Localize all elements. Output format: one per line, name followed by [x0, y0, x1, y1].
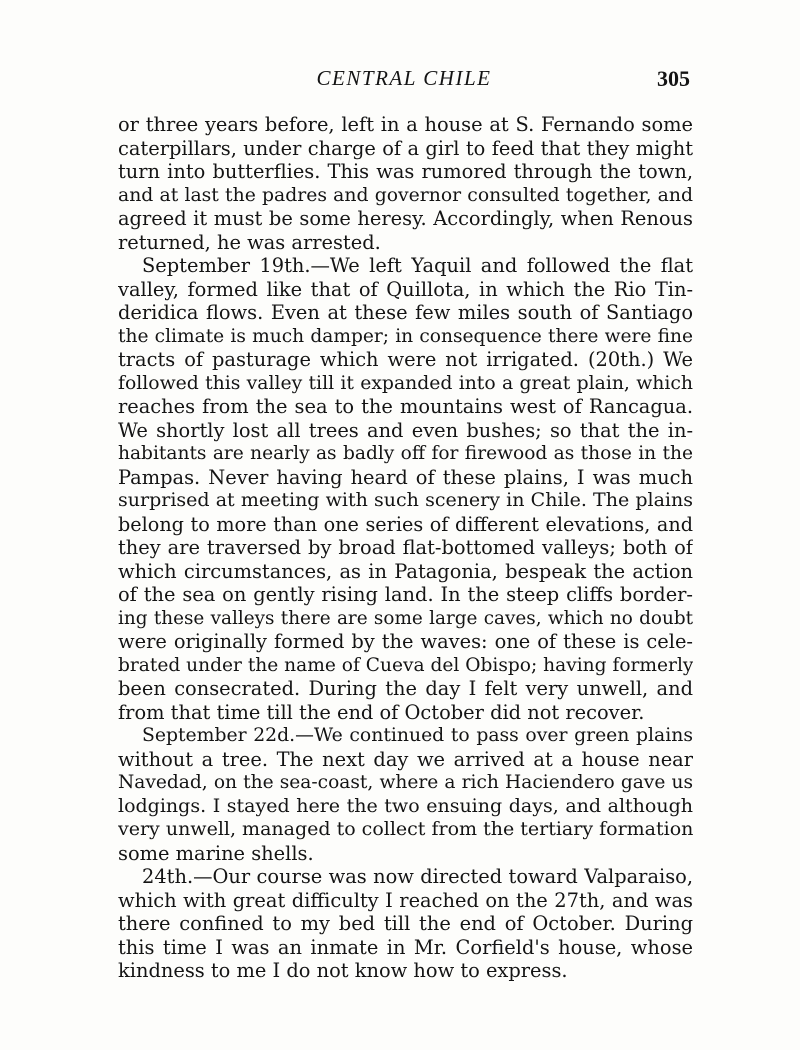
text-line: habitants are nearly as badly off for firewood as those in the [118, 443, 693, 464]
text-line: there confined to my bed till the end of October. During [118, 912, 693, 935]
text-line: been consecrated. During the day I felt very unwell, and [118, 677, 693, 700]
text-line: followed this valley till it expanded into a great plain, which [118, 372, 693, 394]
text-line: from that time till the end of October did not recover. [118, 700, 645, 724]
text-line: without a tree. The next day we arrived at a house near [118, 747, 693, 771]
text-line: the climate is much damper; in consequence there were fine [118, 325, 693, 347]
text-line: September 22d.—We continued to pass over green plains [142, 725, 693, 746]
text-line: agreed it must be some heresy. Accordingly, when Renous [118, 207, 693, 230]
text-line: some marine shells. [118, 841, 314, 865]
text-line: tracts of pasturage which were not irrigated. (20th.) We [118, 348, 693, 371]
text-line: were originally formed by the waves: one of these is cele- [118, 630, 693, 653]
text-line: We shortly lost all trees and even bushes; so that the in- [118, 418, 693, 442]
text-line: and at last the padres and governor consulted together, and [118, 184, 693, 206]
text-line: of the sea on gently rising land. In the steep cliffs border- [118, 583, 693, 606]
text-line: which with great difficulty I reached on the 27th, and was [118, 888, 693, 912]
text-line: very unwell, managed to collect from the tertiary formation [118, 818, 693, 840]
text-line: valley, formed like that of Quillota, in which the Rio Tin- [118, 277, 693, 301]
text-line: kindness to me I do not know how to express. [118, 959, 568, 982]
text-line: September 19th.—We left Yaquil and followed the flat [142, 254, 693, 277]
text-line: brated under the name of Cueva del Obispo; having formerly [118, 654, 693, 676]
text-line: this time I was an inmate in Mr. Corfield's house, whose [118, 935, 693, 959]
text-line: belong to more than one series of different elevations, and [118, 512, 693, 536]
text-line: deridica flows. Even at these few miles south of Santiago [118, 301, 693, 324]
page-number: 305 [657, 66, 690, 91]
text-line: Navedad, on the sea-coast, where a rich Haciendero gave us [118, 772, 693, 793]
text-line: returned, he was arrested. [118, 230, 381, 254]
text-line: surprised at meeting with such scenery in Chile. The plains [118, 489, 693, 511]
running-head [118, 66, 690, 96]
body-text [118, 113, 693, 983]
text-line: Pampas. Never having heard of these plains, I was much [118, 465, 693, 489]
running-title: CENTRAL CHILE [316, 66, 492, 90]
text-line: caterpillars, under charge of a girl to feed that they might [118, 136, 693, 160]
text-line: ing these valleys there are some large caves, which no doubt [118, 607, 693, 629]
text-line: they are traversed by broad flat-bottomed valleys; both of [118, 536, 693, 559]
text-line: or three years before, left in a house at S. Fernando some [118, 113, 693, 136]
text-line: lodgings. I stayed here the two ensuing days, and although [118, 794, 693, 817]
text-line: 24th.—Our course was now directed toward Valparaiso, [142, 865, 693, 888]
text-line: reaches from the sea to the mountains west of Rancagua. [118, 395, 693, 418]
text-line: turn into butterflies. This was rumored through the town, [118, 160, 693, 183]
text-line: which circumstances, as in Patagonia, bespeak the action [118, 559, 693, 583]
